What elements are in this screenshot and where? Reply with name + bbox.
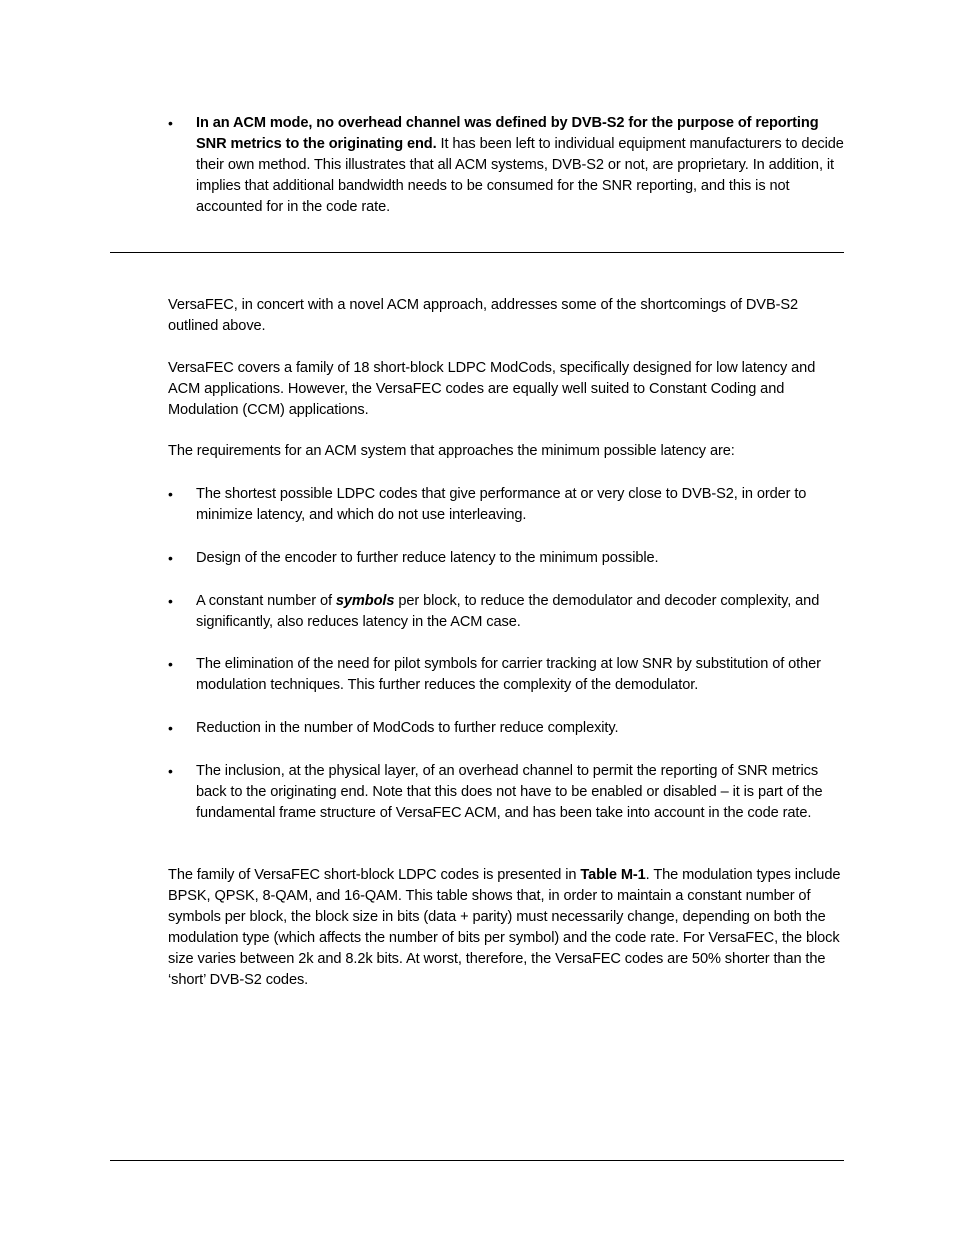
list-item (168, 113, 844, 218)
bullet-glyph: • (168, 763, 173, 779)
paragraph-text-pre: The family of VersaFEC short-block LDPC codes is presented in (168, 867, 581, 883)
list-item (168, 654, 844, 696)
bullet-text: Design of the encoder to further reduce latency to the minimum possible. (196, 550, 659, 566)
bullet-emphasis: symbols (335, 593, 395, 609)
paragraph-versafec-family: VersaFEC covers a family of 18 short-block LDPC ModCods, specifically designed for low latency and ACM applications. However, the VersaFEC codes are equally well suited to Constant Coding and Modulation (CCM) applications. (168, 360, 816, 418)
bullet-glyph: • (168, 486, 173, 502)
bullet-text (196, 113, 844, 218)
bullet-glyph: • (168, 720, 173, 736)
bullet-modcod-reduction (168, 718, 844, 739)
bullet-text-pre: A constant number of (196, 593, 336, 609)
list-item (168, 761, 844, 824)
bullet-overhead-inclusion (168, 761, 844, 824)
bullet-text: The inclusion, at the physical layer, of an overhead channel to permit the reporting of SNR metrics back to the originating end. Note that this does not have to be enabled or disabled – it is part of the fundamental frame structure of VersaFEC ACM, and has been take into account in the code rate. (196, 763, 823, 821)
bullet-glyph: • (168, 656, 173, 672)
paragraph-versafec-intro: VersaFEC, in concert with a novel ACM approach, addresses some of the shortcomings of DVB-S2 outlined above. (168, 297, 798, 334)
bullet-constant-symbols (168, 591, 844, 633)
bullet-overhead-channel (168, 113, 844, 218)
list-item (168, 548, 844, 569)
bullet-glyph: • (168, 593, 173, 609)
paragraph-table-reference (168, 865, 844, 991)
paragraph-text-post: . The modulation types include BPSK, QPSK, 8-QAM, and 16-QAM. This table shows that, in order to maintain a constant number of symbols per block, the block size in bits (data + parity) must necessarily change, depending on both the modulation type (which affects the number of bits per symbol) and the code rate. For VersaFEC, the block size varies between 2k and 8.2k bits. At worst, therefore, the VersaFEC codes are 50% shorter than the ‘short’ DVB-S2 codes. (168, 867, 841, 988)
list-item (168, 718, 844, 739)
bullet-text-post: per block, to reduce the demodulator and decoder complexity, and significantly, also reduces latency in the ACM case. (196, 593, 820, 630)
bullet-pilot-elimination (168, 654, 844, 696)
list-item (168, 484, 844, 526)
bullet-glyph: • (168, 550, 173, 566)
bullet-text: The elimination of the need for pilot symbols for carrier tracking at low SNR by substitution of other modulation techniques. This further reduces the complexity of the demodulator. (196, 656, 821, 693)
bullet-bold-lead: In an ACM mode, no overhead channel was defined by DVB-S2 for the purpose of reporting SNR metrics to the originating end. (196, 115, 819, 152)
bullet-body: It has been left to individual equipment manufacturers to decide their own method. This illustrates that all ACM systems, DVB-S2 or not, are proprietary. In addition, it implies that additional bandwidth needs to be consumed for the SNR reporting, and this is not accounted for in the code rate. (196, 136, 844, 215)
bullet-text: The shortest possible LDPC codes that give performance at or very close to DVB-S2, in order to minimize latency, and which do not use interleaving. (196, 486, 807, 523)
bullet-glyph: • (168, 115, 173, 131)
table-reference-link: Table M-1 (580, 867, 646, 883)
list-item (168, 591, 844, 633)
footer-divider (110, 1160, 844, 1161)
section-divider (110, 252, 844, 253)
paragraph-requirements-lead: The requirements for an ACM system that approaches the minimum possible latency are: (168, 443, 735, 459)
bullet-shortest-ldpc (168, 484, 844, 526)
bullet-text (196, 591, 844, 633)
bullet-text: Reduction in the number of ModCods to further reduce complexity. (196, 720, 619, 736)
bullet-encoder-design (168, 548, 844, 569)
